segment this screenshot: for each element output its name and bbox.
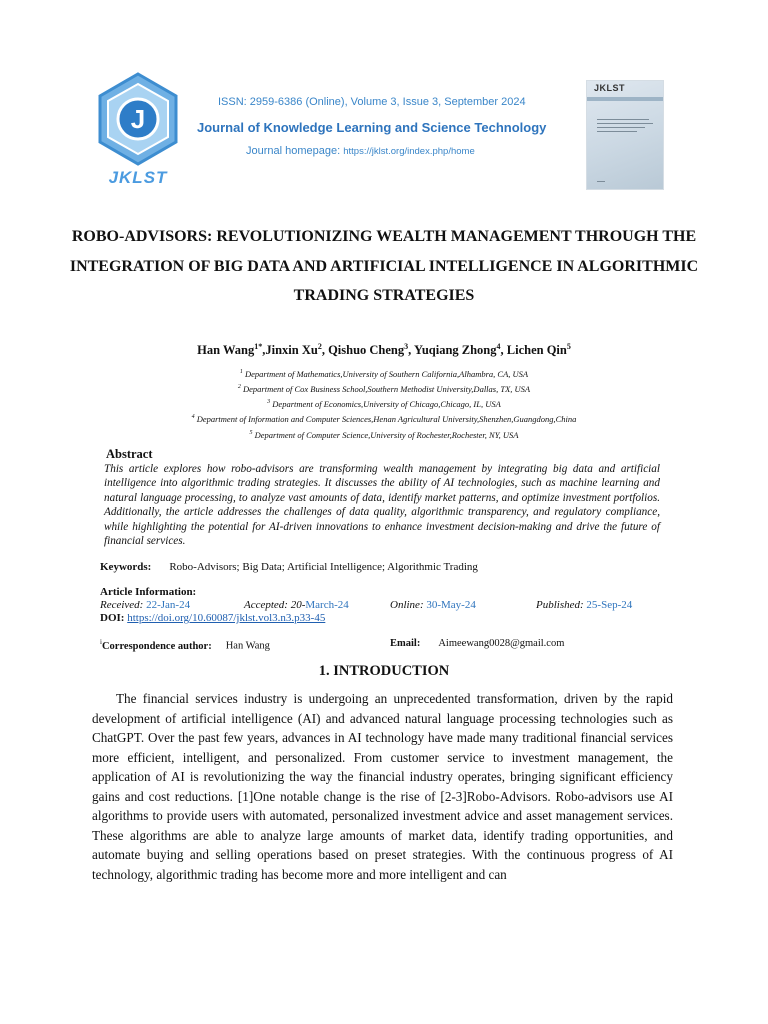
affiliation-text: Department of Cox Business School,Southern Methodist University,Dallas, TX, USA [240,383,531,394]
accepted-label: Accepted: [244,599,288,611]
abstract-heading: Abstract [106,447,153,461]
affiliation-number: 2 [237,384,241,391]
correspondence-marker: i [100,638,102,646]
affiliation-text: Department of Economics,University of Chicago,Chicago, IL, USA [270,399,501,410]
cover-text-line [597,131,637,132]
affiliation-text: Department of Information and Computer Sciences,Henan Agricultural University,Shenzhen,Guangdong,China [194,414,577,425]
cover-band [587,97,663,101]
keywords-row [100,561,478,573]
author-name: Lichen Qin [506,343,567,358]
author-name: Han Wang [197,343,255,358]
journal-name: Journal of Knowledge Learning and Science Technology [197,120,547,135]
affiliation-text: Department of Computer Science,University of Rochester,Rochester, NY, USA [252,429,519,440]
cover-text-line [597,123,653,124]
affiliation-line [60,396,708,411]
journal-cover-thumbnail [586,80,664,190]
online-date [390,599,476,611]
author-name: Qishuo Cheng [328,343,405,358]
affiliation-list [60,366,708,442]
received-label: Received: [100,599,144,611]
author-affiliation-marker: 5 [566,342,571,351]
received-date [100,599,190,611]
affiliation-number: 5 [249,429,253,436]
affiliation-number: 3 [267,399,271,406]
cover-text-line [597,181,605,182]
online-label: Online: [390,599,424,611]
published-value: 25-Sep-24 [586,599,633,611]
journal-logo [92,72,184,190]
affiliation-line [60,411,708,426]
published-date [536,599,632,611]
online-value: 30-May-24 [426,599,476,611]
affiliation-line [60,366,708,381]
keywords-value: Robo-Advisors; Big Data; Artificial Intelligence; Algorithmic Trading [169,561,478,573]
correspondence-label: Correspondence author: [101,640,212,652]
affiliation-number: 4 [191,414,195,421]
correspondence-name: Han Wang [225,640,270,652]
email-row [390,638,564,649]
accepted-day: 20- [290,599,306,611]
accepted-month: March-24 [305,599,349,611]
cover-text-line [597,127,645,128]
homepage-label: Journal homepage: [246,145,341,157]
author-list: Han Wang$^{1*}$,Jinxin Xu$^2$, Qishuo Cheng$^3$, Yuqiang Zhong$^4$, Lichen Qin$^5$ [197,342,571,358]
author-affiliation-marker: 2 [317,342,322,351]
article-info-heading: Article Information: [100,586,197,598]
doi-row [100,612,325,624]
affiliation-line [60,427,708,442]
author-name: Jinxin Xu [265,343,318,358]
email-label: Email: [390,638,421,649]
paper-title: ROBO-ADVISORS: REVOLUTIONIZING WEALTH MANAGEMENT THROUGH THE INTEGRATION OF BIG DATA AND ARTIFICIAL INTELLIGENCE IN ALGORITHMIC TRADING STRATEGIES [69,228,699,304]
affiliation-text: Department of Mathematics,University of Southern California,Alhambra, CA, USA [242,368,529,379]
introduction-paragraph: The financial services industry is undergoing an unprecedented transformation, driven by the rapid development of artificial intelligence (AI) and advanced natural language processing technologies such as ChatGPT. Over the past few years, advances in AI technology have made many traditional financial services more efficient, intelligent, and personalized. From customer service to investment management, the application of AI is revolutionizing the way the financial industry operates, bringing significant efficiency gains and cost reductions. [1]One notable change is the rise of [2-3]Robo-Advisors. Robo-advisors use AI algorithms to provide users with automated, personalized investment advice and asset management services. These algorithms are able to analyze large amounts of market data, identify trading opportunities, and automate buying and selling operations based on preset strategies. With the continuous progress of AI technology, algorithmic trading has become more and more intelligent and can [92,691,673,882]
accepted-date [244,599,349,611]
affiliation-number: 1 [239,369,243,375]
received-value: 22-Jan-24 [146,599,191,611]
section-heading-introduction: 1. INTRODUCTION [318,663,450,679]
email-address[interactable]: Aimeewang0028@gmail.com [438,638,565,649]
issn-line: ISSN: 2959-6386 (Online), Volume 3, Issue 3, September 2024 [218,96,526,108]
author-affiliation-marker: 3 [404,342,409,351]
journal-homepage [246,145,475,157]
keywords-label: Keywords: [100,561,152,573]
published-label: Published: [536,599,584,611]
doi-link[interactable]: https://doi.org/10.60087/jklst.vol3.n3.p33-45 [127,612,326,624]
cover-text-line [597,119,649,120]
author-name: Yuqiang Zhong [413,343,497,358]
author-affiliation-marker: 4 [496,342,501,351]
logo-letter: J [130,104,146,134]
logo-text: JKLST [108,168,168,187]
homepage-link[interactable]: https://jklst.org/index.php/home [343,146,475,157]
author-affiliation-marker: 1* [254,342,263,351]
abstract-text: This article explores how robo-advisors are transforming wealth management by integrating big data and artificial intelligence into algorithmic trading strategies. It discusses the ability of AI technologies, such as machine learning and natural language processing, to analyze vast amounts of data, identify market patterns, and optimize investment portfolios. Additionally, the article addresses the challenges of data quality, algorithmic transparency, and regulatory compliance, while highlighting the potential for AI-driven innovations to enhance investment decision-making and drive the future of financial services. [104,463,660,548]
affiliation-line [60,381,708,396]
doi-label: DOI: [100,612,125,624]
cover-logo: JKLST [594,83,626,93]
correspondence-row [100,638,270,652]
